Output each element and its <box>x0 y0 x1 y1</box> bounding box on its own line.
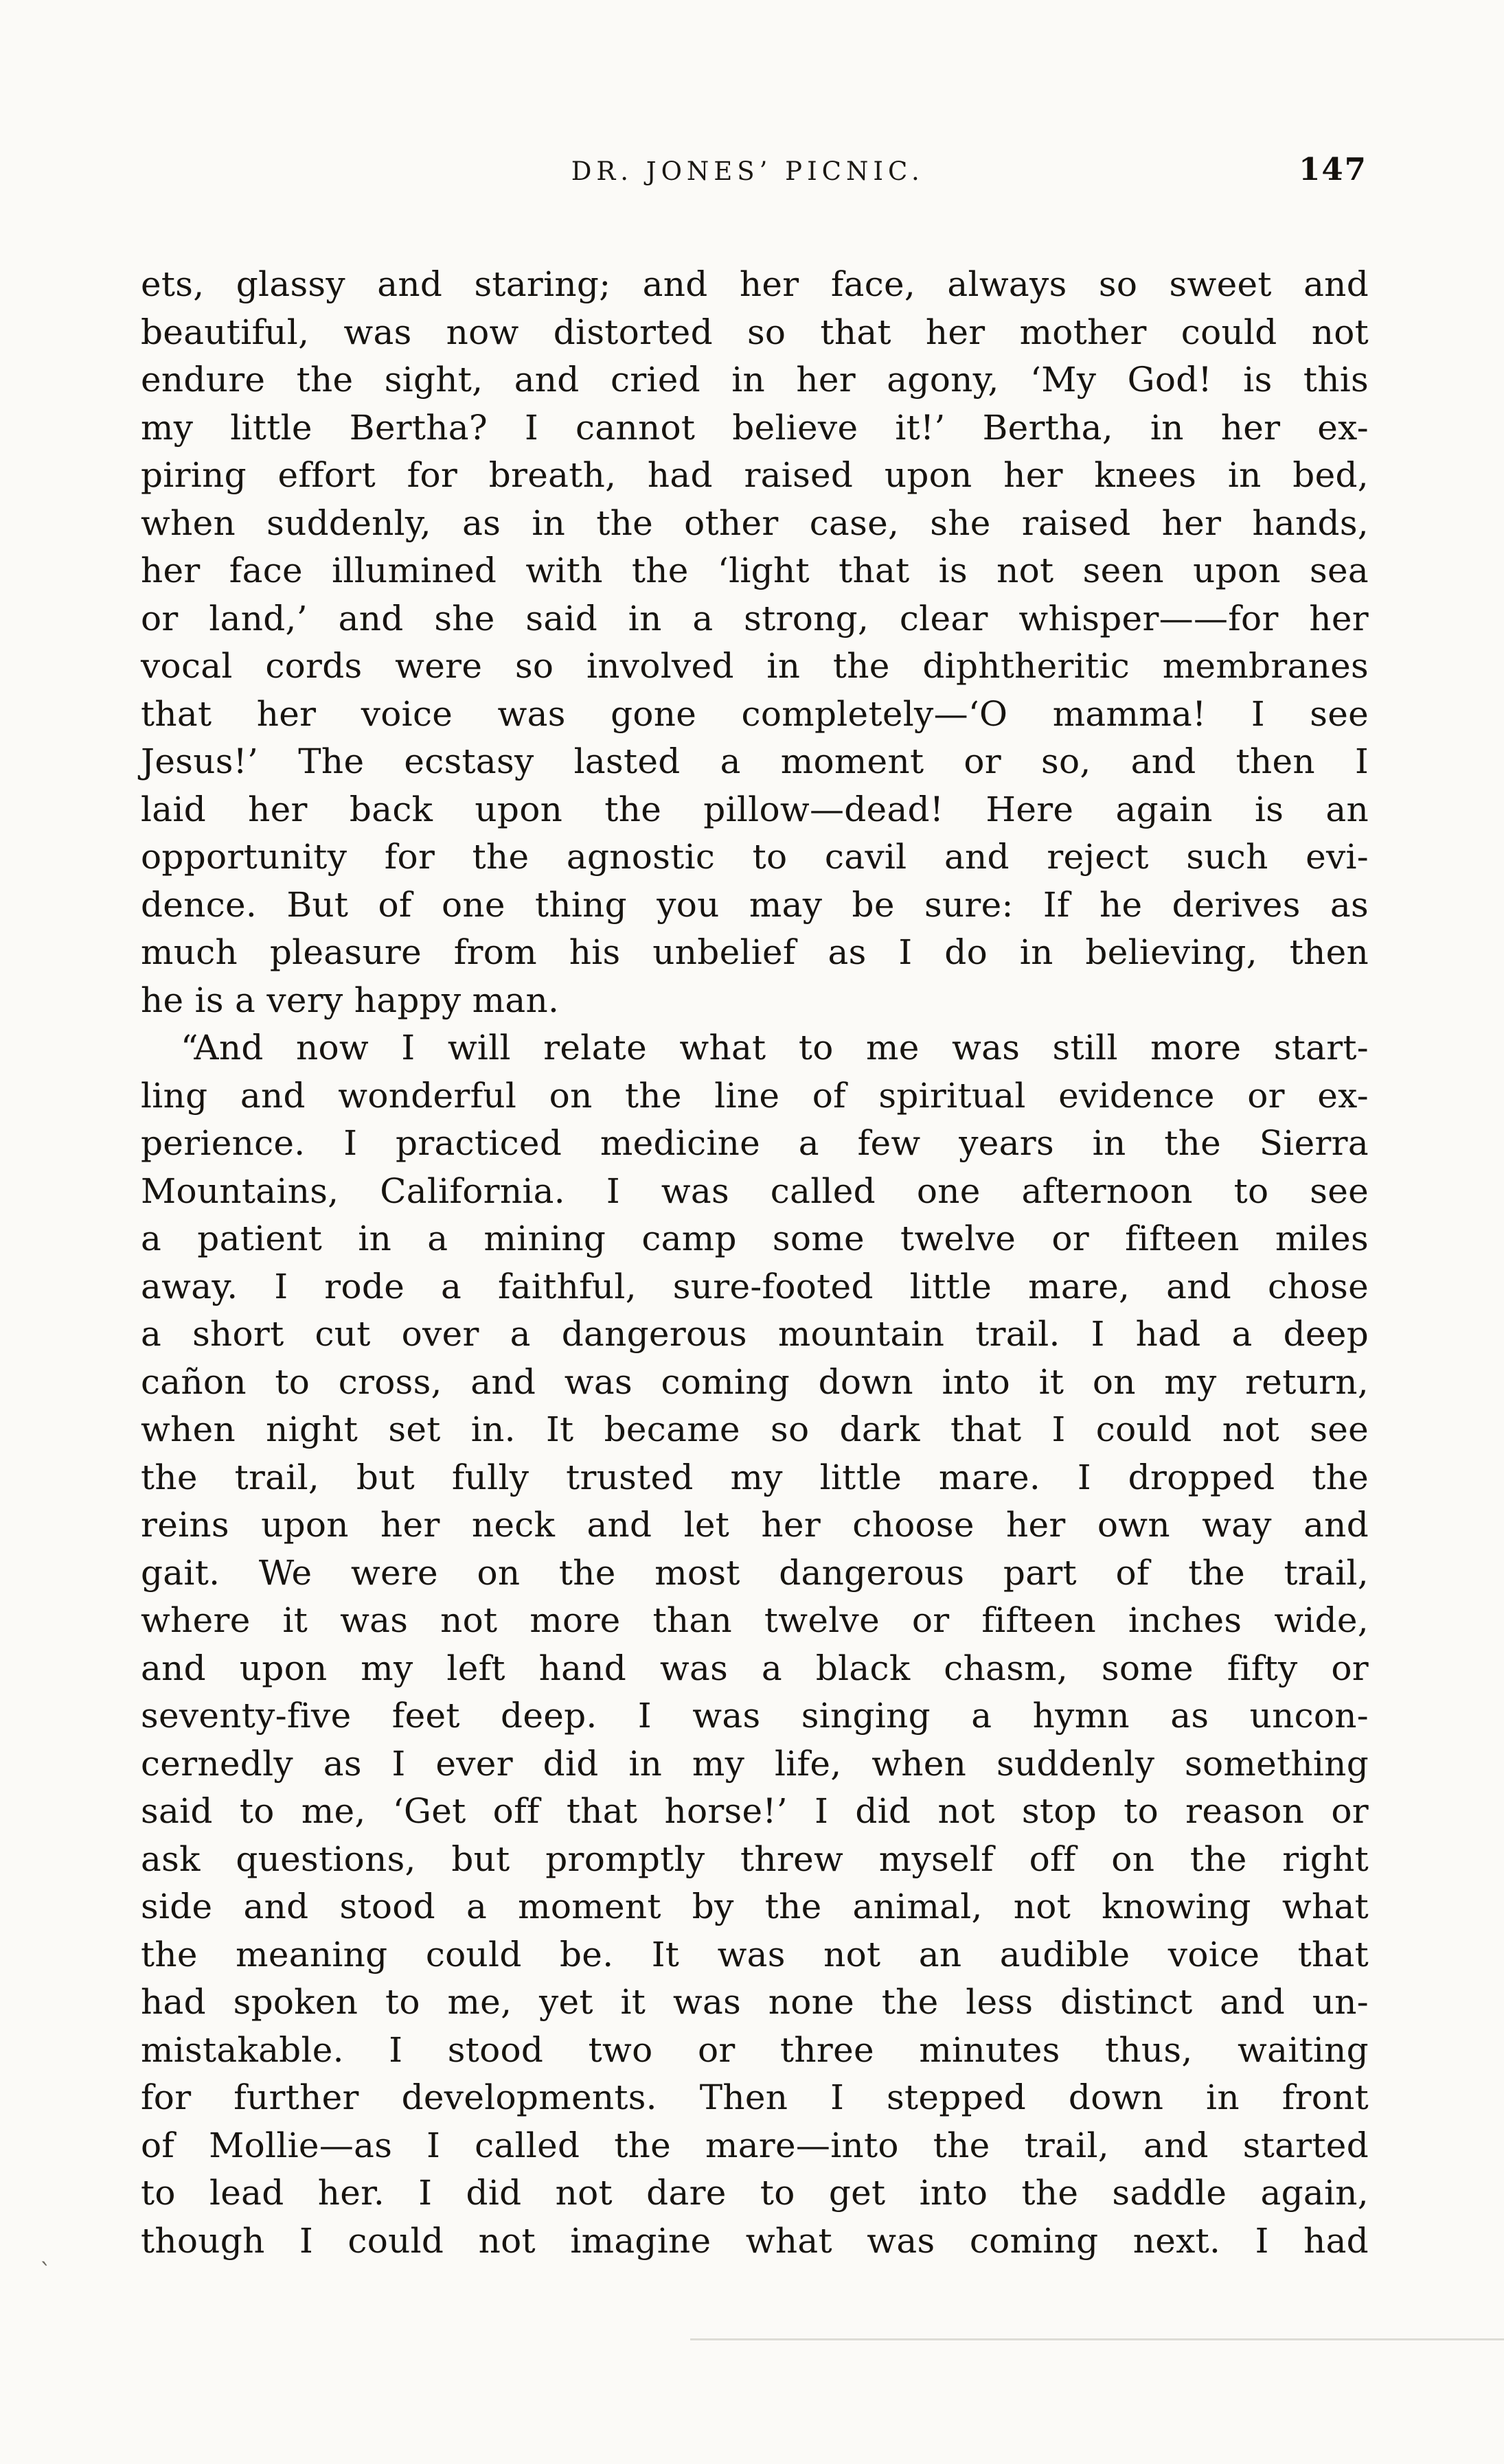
text-line: that her voice was gone completely—‘O mamma! I see <box>141 693 1369 734</box>
text-line: to lead her. I did not dare to get into the saddle again, <box>141 2173 1369 2213</box>
paragraph <box>141 1024 1369 2265</box>
text-line: a short cut over a dangerous mountain trail. I had a deep <box>141 1314 1369 1354</box>
running-head <box>141 152 1369 195</box>
text-line: said to me, ‘Get off that horse!’ I did not stop to reason or <box>141 1791 1369 1831</box>
text-line: Mountains, California. I was called one afternoon to see <box>141 1171 1369 1211</box>
text-line: mistakable. I stood two or three minutes thus, waiting <box>141 2029 1369 2070</box>
text-body <box>141 261 1369 2265</box>
text-line: my little Bertha? I cannot believe it!’ Bertha, in her ex- <box>141 407 1369 448</box>
text-line: her face illumined with the ‘light that is not seen upon sea <box>141 551 1369 590</box>
text-line: side and stood a moment by the animal, not knowing what <box>141 1887 1369 1926</box>
text-line: though I could not imagine what was coming next. I had <box>141 2220 1369 2261</box>
text-line: laid her back upon the pillow—dead! Here again is an <box>141 789 1369 829</box>
text-line: cañon to cross, and was coming down into it on my return, <box>141 1361 1369 1402</box>
text-line: opportunity for the agnostic to cavil and reject such evi- <box>141 837 1369 877</box>
text-line: or land,’ and she said in a strong, clear whisper——for her <box>141 598 1369 638</box>
text-line: Jesus!’ The ecstasy lasted a moment or so, and then I <box>141 741 1369 781</box>
text-line: dence. But of one thing you may be sure: If he derives as <box>141 884 1369 925</box>
text-line: perience. I practiced medicine a few years in the Sierra <box>141 1123 1369 1163</box>
text-line: when night set in. It became so dark that I could not see <box>141 1409 1369 1449</box>
page-title: DR. JONES’ PICNIC. <box>571 157 924 186</box>
paragraph <box>141 261 1369 1024</box>
text-line: endure the sight, and cried in her agony, ‘My God! is this <box>141 360 1369 400</box>
text-line: the trail, but fully trusted my little mare. I dropped the <box>141 1457 1369 1497</box>
text-line: ling and wonderful on the line of spiritual evidence or ex- <box>141 1075 1369 1116</box>
text-line: and upon my left hand was a black chasm, some fifty or <box>141 1648 1369 1688</box>
text-line: had spoken to me, yet it was none the less distinct and un- <box>141 1982 1369 2022</box>
text-line: beautiful, was now distorted so that her mother could not <box>141 312 1369 352</box>
text-line: of Mollie—as I called the mare—into the trail, and started <box>141 2125 1369 2165</box>
text-line: gait. We were on the most dangerous part of the trail, <box>141 1552 1369 1593</box>
text-line: piring effort for breath, had raised upon her knees in bed, <box>141 455 1369 495</box>
scan-edge-artifact <box>690 2338 1504 2340</box>
text-line: vocal cords were so involved in the diphtheritic membranes <box>141 646 1369 686</box>
text-line: for further developments. Then I stepped down in front <box>141 2077 1369 2117</box>
text-line: he is a very happy man. <box>141 980 560 1020</box>
text-line: away. I rode a faithful, sure-footed little mare, and chose <box>141 1266 1369 1306</box>
text-line: where it was not more than twelve or fifteen inches wide, <box>141 1600 1369 1640</box>
text-column <box>141 152 1369 2265</box>
text-line: the meaning could be. It was not an audible voice that <box>141 1934 1369 1974</box>
text-line: much pleasure from his unbelief as I do in believing, then <box>141 932 1369 972</box>
text-line: cernedly as I ever did in my life, when suddenly something <box>141 1743 1369 1784</box>
text-line: seventy-five feet deep. I was singing a hymn as uncon- <box>141 1696 1369 1736</box>
text-line: when suddenly, as in the other case, she raised her hands, <box>141 503 1369 543</box>
text-line: reins upon her neck and let her choose her own way and <box>141 1505 1369 1545</box>
text-line: ets, glassy and staring; and her face, always so sweet and <box>141 264 1369 304</box>
scan-speck: ` <box>40 2259 52 2286</box>
page-number: 147 <box>1299 151 1367 187</box>
text-line: “And now I will relate what to me was still more start- <box>181 1028 1369 1068</box>
text-line: a patient in a mining camp some twelve or fifteen miles <box>141 1219 1369 1258</box>
text-line: ask questions, but promptly threw myself off on the right <box>141 1839 1369 1879</box>
